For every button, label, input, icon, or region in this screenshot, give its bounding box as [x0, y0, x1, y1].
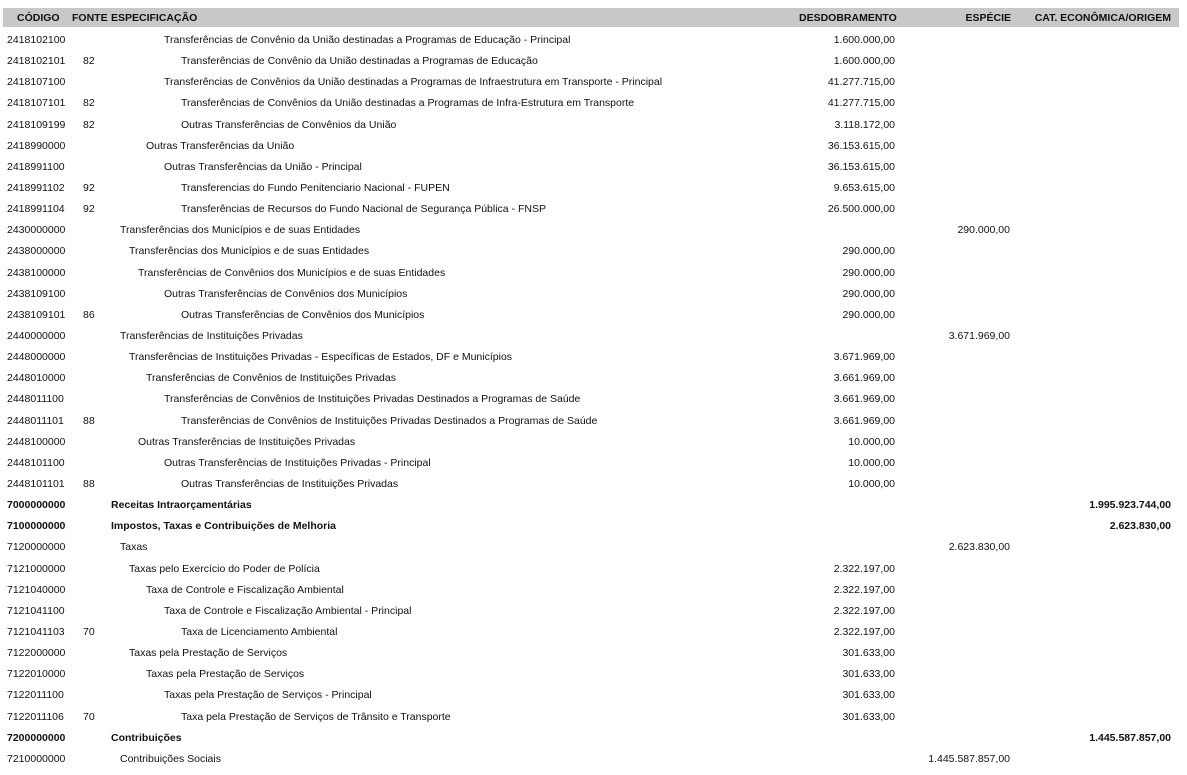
cell-codigo: 7210000000	[7, 752, 66, 765]
cell-especificacao: Taxas pela Prestação de Serviços	[146, 668, 305, 681]
table-row	[0, 559, 1187, 580]
table-row	[0, 93, 1187, 114]
table-row	[0, 495, 1187, 516]
table-row	[0, 411, 1187, 432]
table-row	[0, 749, 1187, 770]
table-row	[0, 622, 1187, 643]
header-codigo: CÓDIGO	[17, 12, 60, 24]
cell-especificacao: Contribuições	[111, 731, 182, 744]
cell-codigo: 7120000000	[7, 541, 66, 554]
cell-codigo: 2438109101	[7, 308, 66, 321]
cell-codigo: 2448011100	[7, 393, 64, 406]
cell-especificacao: Outras Transferências de Instituições Privadas	[181, 477, 399, 490]
table-row	[0, 368, 1187, 389]
cell-codigo: 2418991100	[7, 160, 65, 173]
cell-especificacao: Taxas pelo Exercício do Poder de Polícia	[129, 562, 320, 575]
cell-desdobramento: 3.118.172,00	[834, 118, 895, 131]
cell-codigo: 2418990000	[7, 139, 66, 152]
cell-codigo: 7122011106	[7, 710, 64, 723]
cell-especificacao: Transferências de Convênios da União destinadas a Programas de Infra-Estrutura em Transporte	[181, 97, 635, 110]
table-row	[0, 241, 1187, 262]
table-row	[0, 199, 1187, 220]
cell-codigo: 7121000000	[7, 562, 66, 575]
cell-desdobramento: 36.153.615,00	[827, 139, 895, 152]
cell-especie: 3.671.969,00	[948, 329, 1010, 342]
cell-desdobramento: 26.500.000,00	[827, 203, 895, 216]
cell-especie: 290.000,00	[957, 224, 1010, 237]
table-row	[0, 728, 1187, 749]
table-row	[0, 347, 1187, 368]
cell-desdobramento: 2.322.197,00	[833, 625, 895, 638]
table-body	[0, 30, 1187, 770]
cell-codigo: 2418107101	[7, 97, 66, 110]
cell-desdobramento: 290.000,00	[842, 266, 895, 279]
cell-fonte: 82	[83, 55, 95, 68]
cell-especificacao: Transferências de Instituições Privadas - Específicas de Estados, DF e Municípios	[129, 351, 513, 364]
cell-codigo: 2438000000	[7, 245, 66, 258]
cell-fonte: 92	[83, 181, 95, 194]
cell-codigo: 2418107100	[7, 76, 66, 89]
table-row	[0, 263, 1187, 284]
table-row	[0, 178, 1187, 199]
cell-especificacao: Taxa pela Prestação de Serviços de Trânsito e Transporte	[181, 710, 451, 723]
table-row	[0, 136, 1187, 157]
cell-codigo: 7100000000	[7, 520, 66, 533]
cell-codigo: 2448101100	[7, 456, 65, 469]
table-row	[0, 580, 1187, 601]
cell-fonte: 82	[83, 118, 95, 131]
cell-fonte: 70	[83, 625, 95, 638]
cell-desdobramento: 3.661.969,00	[833, 372, 895, 385]
header-desdobramento: DESDOBRAMENTO	[799, 12, 897, 24]
table-row	[0, 453, 1187, 474]
cell-fonte: 82	[83, 97, 95, 110]
cell-fonte: 70	[83, 710, 95, 723]
table-row	[0, 305, 1187, 326]
cell-codigo: 2448010000	[7, 372, 66, 385]
cell-desdobramento: 290.000,00	[842, 287, 895, 300]
cell-especificacao: Transferências de Recursos do Fundo Nacional de Segurança Pública - FNSP	[181, 203, 546, 216]
cell-especificacao: Taxa de Licenciamento Ambiental	[181, 625, 338, 638]
table-row	[0, 389, 1187, 410]
cell-especificacao: Taxas	[120, 541, 148, 554]
cell-codigo: 7000000000	[7, 499, 66, 512]
cell-desdobramento: 1.600.000,00	[833, 55, 895, 68]
table-row	[0, 474, 1187, 495]
cell-codigo: 7121040000	[7, 583, 66, 596]
table-row	[0, 516, 1187, 537]
cell-especificacao: Taxa de Controle e Fiscalização Ambiental	[146, 583, 344, 596]
cell-desdobramento: 2.322.197,00	[833, 562, 895, 575]
cell-desdobramento: 10.000,00	[848, 477, 895, 490]
cell-codigo: 2448000000	[7, 351, 66, 364]
header-fonte: FONTE	[72, 12, 108, 24]
cell-cat-economica: 2.623.830,00	[1109, 520, 1171, 533]
table-row	[0, 643, 1187, 664]
cell-desdobramento: 41.277.715,00	[827, 76, 895, 89]
cell-especificacao: Transferencias do Fundo Penitenciario Nacional - FUPEN	[181, 181, 450, 194]
cell-desdobramento: 301.633,00	[842, 668, 895, 681]
cell-especificacao: Transferências de Convênios de Instituições Privadas	[146, 372, 396, 385]
table-row	[0, 664, 1187, 685]
cell-especificacao: Transferências de Convênios da União destinadas a Programas de Infraestrutura em Transporte - Principal	[164, 76, 663, 89]
cell-especificacao: Transferências dos Municípios e de suas Entidades	[120, 224, 361, 237]
cell-especificacao: Transferências de Convênio da União destinadas a Programas de Educação	[181, 55, 538, 68]
table-header	[3, 8, 1179, 27]
cell-especificacao: Outras Transferências de Instituições Privadas	[138, 435, 356, 448]
cell-codigo: 2440000000	[7, 329, 66, 342]
cell-desdobramento: 301.633,00	[842, 710, 895, 723]
table-row	[0, 72, 1187, 93]
cell-desdobramento: 10.000,00	[848, 456, 895, 469]
cell-fonte: 86	[83, 308, 95, 321]
cell-desdobramento: 290.000,00	[842, 308, 895, 321]
cell-especificacao: Transferências dos Municípios e de suas Entidades	[129, 245, 370, 258]
cell-especificacao: Impostos, Taxas e Contribuições de Melhoria	[111, 520, 337, 533]
cell-codigo: 7122011100	[7, 689, 64, 702]
cell-desdobramento: 3.661.969,00	[833, 414, 895, 427]
cell-especificacao: Transferências de Convênio da União destinadas a Programas de Educação - Principal	[164, 34, 571, 46]
cell-especificacao: Taxa de Controle e Fiscalização Ambiental - Principal	[164, 604, 412, 617]
cell-desdobramento: 290.000,00	[842, 245, 895, 258]
cell-desdobramento: 10.000,00	[848, 435, 895, 448]
cell-desdobramento: 3.671.969,00	[833, 351, 895, 364]
cell-codigo: 2438109100	[7, 287, 66, 300]
cell-codigo: 7122000000	[7, 647, 66, 660]
cell-fonte: 88	[83, 477, 95, 490]
cell-especie: 2.623.830,00	[948, 541, 1010, 554]
table-row	[0, 685, 1187, 706]
cell-codigo: 2418991104	[7, 203, 65, 216]
table-row	[0, 157, 1187, 178]
cell-especificacao: Outras Transferências da União - Principal	[164, 160, 362, 173]
cell-codigo: 2430000000	[7, 224, 66, 237]
cell-codigo: 2448101101	[7, 477, 65, 490]
cell-especificacao: Outras Transferências da União	[146, 139, 295, 152]
table-row	[0, 115, 1187, 136]
cell-codigo: 2418102101	[7, 55, 66, 68]
cell-especificacao: Outras Transferências de Convênios dos Municípios	[164, 287, 408, 300]
table-row	[0, 30, 1187, 51]
header-cat-economica: CAT. ECONÔMICA/ORIGEM	[1034, 12, 1171, 24]
cell-codigo: 2418991102	[7, 181, 65, 194]
cell-codigo: 7121041100	[7, 604, 65, 617]
cell-especie: 1.445.587.857,00	[928, 752, 1010, 765]
cell-codigo: 7121041103	[7, 625, 65, 638]
cell-codigo: 2448011101	[7, 414, 64, 427]
cell-especificacao: Outras Transferências de Convênios dos Municípios	[181, 308, 425, 321]
table-row	[0, 537, 1187, 558]
cell-especificacao: Taxas pela Prestação de Serviços - Principal	[164, 689, 372, 702]
cell-especificacao: Taxas pela Prestação de Serviços	[129, 647, 288, 660]
cell-desdobramento: 301.633,00	[842, 647, 895, 660]
cell-desdobramento: 9.653.615,00	[833, 181, 895, 194]
table-row	[0, 220, 1187, 241]
cell-codigo: 2418102100	[7, 34, 66, 46]
cell-codigo: 7122010000	[7, 668, 66, 681]
table-row	[0, 326, 1187, 347]
cell-especificacao: Contribuições Sociais	[120, 752, 221, 765]
cell-cat-economica: 1.995.923.744,00	[1089, 499, 1171, 512]
table-row	[0, 51, 1187, 72]
cell-fonte: 88	[83, 414, 95, 427]
cell-desdobramento: 41.277.715,00	[827, 97, 895, 110]
header-especie: ESPÉCIE	[965, 12, 1011, 24]
header-especificacao: ESPECIFICAÇÃO	[111, 12, 198, 24]
cell-especificacao: Transferências de Convênios de Instituições Privadas Destinados a Programas de Saúde	[181, 414, 598, 427]
cell-especificacao: Transferências de Convênios dos Municípios e de suas Entidades	[138, 266, 446, 279]
cell-fonte: 92	[83, 203, 95, 216]
cell-codigo: 2438100000	[7, 266, 66, 279]
table-row	[0, 284, 1187, 305]
cell-desdobramento: 2.322.197,00	[833, 583, 895, 596]
cell-codigo: 7200000000	[7, 731, 66, 744]
table-row	[0, 601, 1187, 622]
cell-especificacao: Transferências de Instituições Privadas	[120, 329, 303, 342]
cell-codigo: 2418109199	[7, 118, 66, 131]
table-row	[0, 432, 1187, 453]
cell-especificacao: Receitas Intraorçamentárias	[111, 499, 252, 512]
cell-desdobramento: 3.661.969,00	[833, 393, 895, 406]
cell-especificacao: Outras Transferências de Instituições Privadas - Principal	[164, 456, 431, 469]
cell-desdobramento: 36.153.615,00	[827, 160, 895, 173]
cell-desdobramento: 2.322.197,00	[833, 604, 895, 617]
table-row	[0, 707, 1187, 728]
cell-especificacao: Outras Transferências de Convênios da União	[181, 118, 397, 131]
cell-desdobramento: 1.600.000,00	[833, 34, 895, 46]
cell-codigo: 2448100000	[7, 435, 66, 448]
cell-especificacao: Transferências de Convênios de Instituições Privadas Destinados a Programas de Saúde	[164, 393, 581, 406]
cell-desdobramento: 301.633,00	[842, 689, 895, 702]
cell-cat-economica: 1.445.587.857,00	[1089, 731, 1171, 744]
